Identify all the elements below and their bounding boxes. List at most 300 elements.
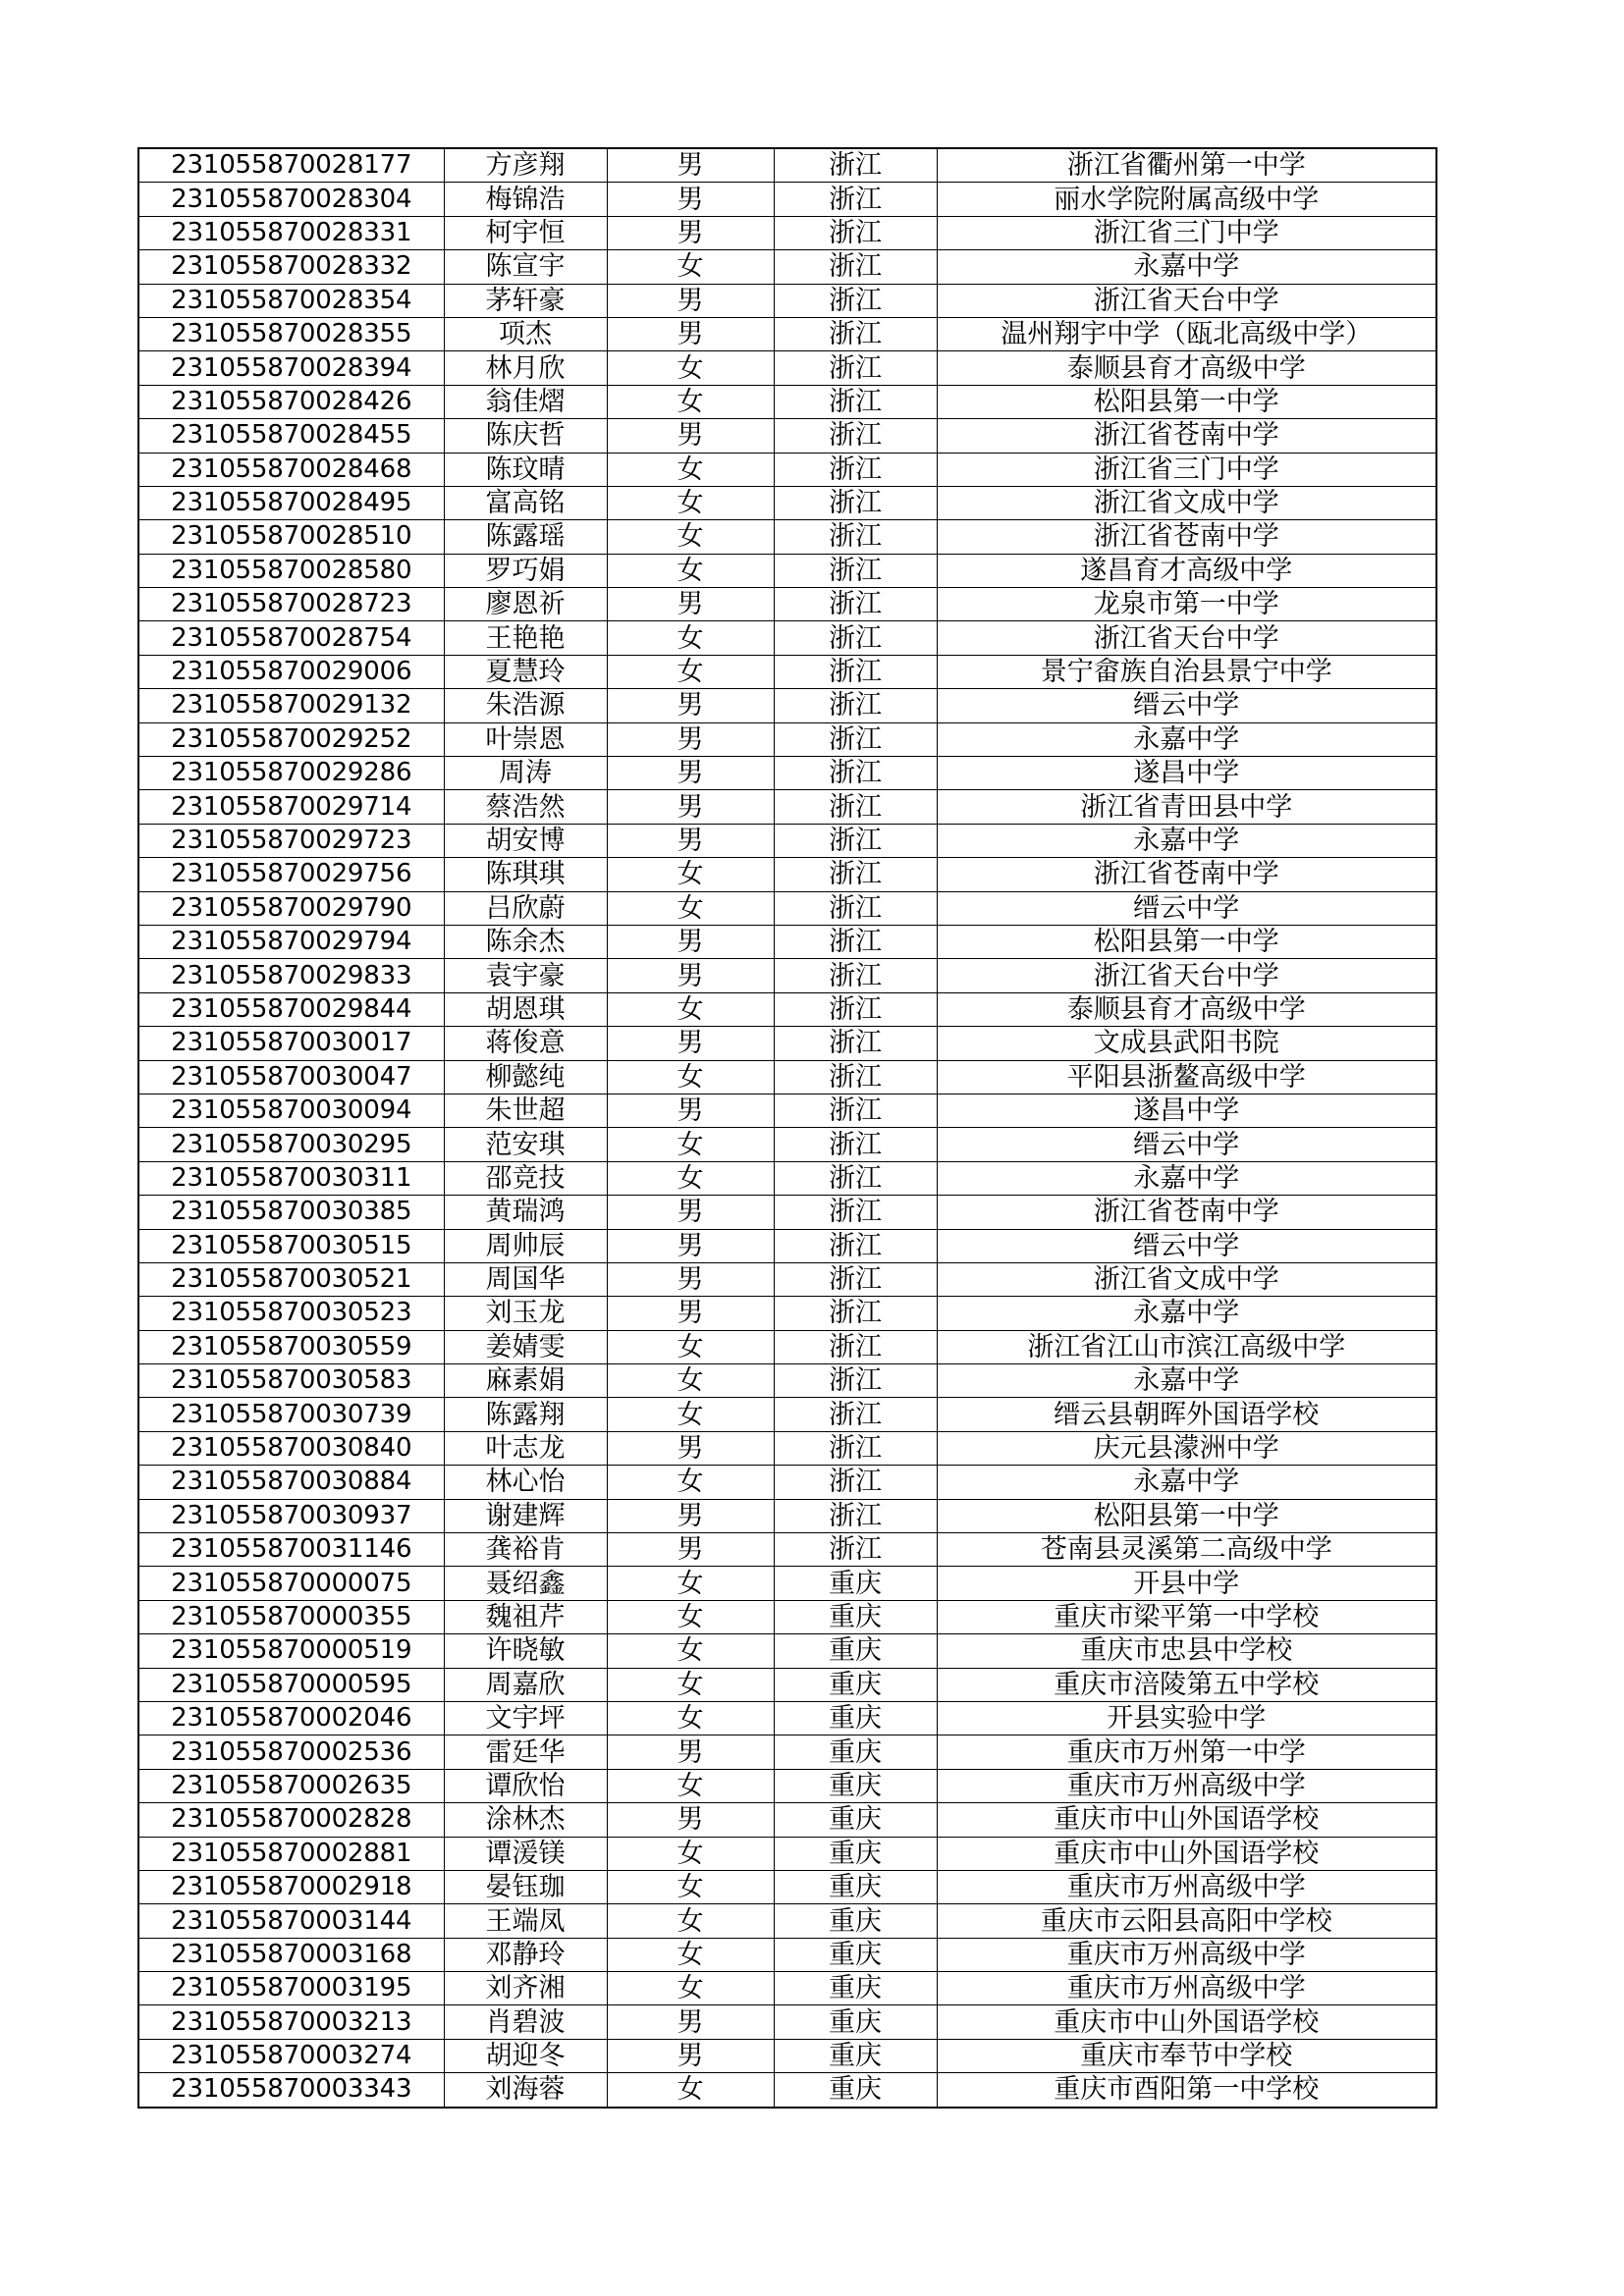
gender-cell: 女 <box>607 1938 774 1971</box>
school-cell: 景宁畲族自治县景宁中学 <box>937 655 1436 688</box>
province-cell: 浙江 <box>774 1431 937 1465</box>
table-row <box>138 1466 1436 1499</box>
school-cell: 浙江省苍南中学 <box>937 1196 1436 1229</box>
school-cell: 遂昌中学 <box>937 757 1436 790</box>
candidate-id-cell: 231055870030047 <box>138 1060 444 1094</box>
student-name-cell: 晏钰珈 <box>444 1870 607 1903</box>
candidate-id-cell: 231055870028580 <box>138 554 444 587</box>
student-name-cell: 范安琪 <box>444 1128 607 1161</box>
gender-cell: 男 <box>607 1229 774 1262</box>
school-cell: 浙江省三门中学 <box>937 453 1436 486</box>
candidate-id-cell: 231055870028394 <box>138 351 444 385</box>
table-row <box>138 757 1436 790</box>
province-cell: 重庆 <box>774 1837 937 1870</box>
gender-cell: 女 <box>607 1060 774 1094</box>
student-name-cell: 陈余杰 <box>444 925 607 958</box>
gender-cell: 女 <box>607 520 774 554</box>
gender-cell: 男 <box>607 284 774 317</box>
province-cell: 浙江 <box>774 1196 937 1229</box>
province-cell: 浙江 <box>774 1229 937 1262</box>
school-cell: 遂昌中学 <box>937 1094 1436 1127</box>
table-row <box>138 1735 1436 1769</box>
province-cell: 浙江 <box>774 790 937 824</box>
candidate-id-cell: 231055870003274 <box>138 2039 444 2072</box>
school-cell: 重庆市酉阳第一中学校 <box>937 2073 1436 2108</box>
gender-cell: 男 <box>607 588 774 621</box>
school-cell: 浙江省三门中学 <box>937 216 1436 249</box>
table-row <box>138 588 1436 621</box>
gender-cell: 女 <box>607 1398 774 1431</box>
gender-cell: 男 <box>607 1533 774 1567</box>
table-row <box>138 925 1436 958</box>
school-cell: 缙云中学 <box>937 689 1436 722</box>
student-name-cell: 刘玉龙 <box>444 1297 607 1330</box>
student-name-cell: 陈宣宇 <box>444 250 607 284</box>
gender-cell: 男 <box>607 1196 774 1229</box>
table-row <box>138 453 1436 486</box>
province-cell: 浙江 <box>774 250 937 284</box>
school-cell: 松阳县第一中学 <box>937 925 1436 958</box>
school-cell: 重庆市梁平第一中学校 <box>937 1600 1436 1633</box>
school-cell: 温州翔宇中学（瓯北高级中学） <box>937 317 1436 350</box>
table-row <box>138 722 1436 756</box>
school-cell: 重庆市中山外国语学校 <box>937 1803 1436 1837</box>
table-row <box>138 1870 1436 1903</box>
province-cell: 浙江 <box>774 520 937 554</box>
gender-cell: 女 <box>607 1972 774 2005</box>
gender-cell: 男 <box>607 419 774 453</box>
student-name-cell: 陈露瑶 <box>444 520 607 554</box>
school-cell: 开县实验中学 <box>937 1701 1436 1735</box>
candidate-id-cell: 231055870029833 <box>138 959 444 992</box>
province-cell: 浙江 <box>774 824 937 857</box>
table-row <box>138 2039 1436 2072</box>
table-row <box>138 824 1436 857</box>
candidate-id-cell: 231055870030515 <box>138 1229 444 1262</box>
student-name-cell: 邵竞技 <box>444 1161 607 1195</box>
province-cell: 浙江 <box>774 722 937 756</box>
gender-cell: 男 <box>607 757 774 790</box>
school-cell: 遂昌育才高级中学 <box>937 554 1436 587</box>
student-name-cell: 周嘉欣 <box>444 1668 607 1701</box>
student-name-cell: 周帅辰 <box>444 1229 607 1262</box>
province-cell: 浙江 <box>774 453 937 486</box>
student-name-cell: 刘齐湘 <box>444 1972 607 2005</box>
candidate-id-cell: 231055870029794 <box>138 925 444 958</box>
student-name-cell: 项杰 <box>444 317 607 350</box>
candidate-id-cell: 231055870003343 <box>138 2073 444 2108</box>
roster-body <box>138 148 1436 2108</box>
province-cell: 浙江 <box>774 148 937 183</box>
gender-cell: 男 <box>607 216 774 249</box>
school-cell: 浙江省天台中学 <box>937 959 1436 992</box>
gender-cell: 女 <box>607 1634 774 1668</box>
table-row <box>138 858 1436 891</box>
table-row <box>138 1431 1436 1465</box>
province-cell: 重庆 <box>774 1803 937 1837</box>
table-row <box>138 1803 1436 1837</box>
student-name-cell: 梅锦浩 <box>444 183 607 216</box>
province-cell: 浙江 <box>774 588 937 621</box>
student-name-cell: 陈玟晴 <box>444 453 607 486</box>
student-name-cell: 雷廷华 <box>444 1735 607 1769</box>
gender-cell: 女 <box>607 385 774 418</box>
candidate-id-cell: 231055870030523 <box>138 1297 444 1330</box>
student-name-cell: 朱浩源 <box>444 689 607 722</box>
table-row <box>138 1398 1436 1431</box>
candidate-id-cell: 231055870028177 <box>138 148 444 183</box>
province-cell: 浙江 <box>774 317 937 350</box>
school-cell: 重庆市涪陵第五中学校 <box>937 1668 1436 1701</box>
province-cell: 浙江 <box>774 689 937 722</box>
gender-cell: 女 <box>607 1668 774 1701</box>
student-name-cell: 胡安博 <box>444 824 607 857</box>
student-name-cell: 叶崇恩 <box>444 722 607 756</box>
candidate-id-cell: 231055870003195 <box>138 1972 444 2005</box>
gender-cell: 男 <box>607 1262 774 1296</box>
school-cell: 泰顺县育才高级中学 <box>937 992 1436 1026</box>
school-cell: 浙江省衢州第一中学 <box>937 148 1436 183</box>
candidate-id-cell: 231055870029844 <box>138 992 444 1026</box>
student-name-cell: 胡迎冬 <box>444 2039 607 2072</box>
province-cell: 重庆 <box>774 1668 937 1701</box>
candidate-id-cell: 231055870002046 <box>138 1701 444 1735</box>
candidate-id-cell: 231055870029723 <box>138 824 444 857</box>
school-cell: 重庆市奉节中学校 <box>937 2039 1436 2072</box>
province-cell: 浙江 <box>774 1330 937 1363</box>
gender-cell: 男 <box>607 1803 774 1837</box>
province-cell: 浙江 <box>774 351 937 385</box>
candidate-id-cell: 231055870030521 <box>138 1262 444 1296</box>
gender-cell: 男 <box>607 2039 774 2072</box>
table-row <box>138 1330 1436 1363</box>
table-row <box>138 148 1436 183</box>
gender-cell: 男 <box>607 1735 774 1769</box>
candidate-id-cell: 231055870030840 <box>138 1431 444 1465</box>
gender-cell: 女 <box>607 2073 774 2108</box>
candidate-id-cell: 231055870029714 <box>138 790 444 824</box>
student-name-cell: 许晓敏 <box>444 1634 607 1668</box>
school-cell: 开县中学 <box>937 1567 1436 1600</box>
candidate-id-cell: 231055870003168 <box>138 1938 444 1971</box>
gender-cell: 男 <box>607 1499 774 1532</box>
school-cell: 泰顺县育才高级中学 <box>937 351 1436 385</box>
table-row <box>138 1634 1436 1668</box>
student-name-cell: 麻素娟 <box>444 1364 607 1398</box>
table-row <box>138 1364 1436 1398</box>
school-cell: 浙江省青田县中学 <box>937 790 1436 824</box>
school-cell: 浙江省天台中学 <box>937 621 1436 655</box>
school-cell: 永嘉中学 <box>937 824 1436 857</box>
table-row <box>138 891 1436 925</box>
school-cell: 苍南县灵溪第二高级中学 <box>937 1533 1436 1567</box>
table-row <box>138 1533 1436 1567</box>
table-row <box>138 216 1436 249</box>
province-cell: 重庆 <box>774 1938 937 1971</box>
table-row <box>138 1904 1436 1938</box>
candidate-id-cell: 231055870028331 <box>138 216 444 249</box>
province-cell: 重庆 <box>774 1735 937 1769</box>
school-cell: 浙江省天台中学 <box>937 284 1436 317</box>
school-cell: 浙江省文成中学 <box>937 1262 1436 1296</box>
province-cell: 重庆 <box>774 2005 937 2039</box>
province-cell: 浙江 <box>774 216 937 249</box>
table-row <box>138 520 1436 554</box>
table-row <box>138 1262 1436 1296</box>
candidate-id-cell: 231055870000519 <box>138 1634 444 1668</box>
candidate-id-cell: 231055870028495 <box>138 486 444 519</box>
province-cell: 浙江 <box>774 1060 937 1094</box>
gender-cell: 男 <box>607 1297 774 1330</box>
candidate-id-cell: 231055870031146 <box>138 1533 444 1567</box>
gender-cell: 男 <box>607 722 774 756</box>
table-row <box>138 1297 1436 1330</box>
province-cell: 浙江 <box>774 925 937 958</box>
province-cell: 浙江 <box>774 183 937 216</box>
candidate-id-cell: 231055870029286 <box>138 757 444 790</box>
table-row <box>138 1229 1436 1262</box>
candidate-id-cell: 231055870002918 <box>138 1870 444 1903</box>
candidate-id-cell: 231055870028754 <box>138 621 444 655</box>
table-row <box>138 992 1436 1026</box>
province-cell: 浙江 <box>774 891 937 925</box>
table-row <box>138 959 1436 992</box>
province-cell: 浙江 <box>774 621 937 655</box>
student-name-cell: 周国华 <box>444 1262 607 1296</box>
table-row <box>138 1161 1436 1195</box>
gender-cell: 女 <box>607 858 774 891</box>
candidate-id-cell: 231055870028723 <box>138 588 444 621</box>
student-name-cell: 肖碧波 <box>444 2005 607 2039</box>
candidate-id-cell: 231055870030311 <box>138 1161 444 1195</box>
province-cell: 浙江 <box>774 1398 937 1431</box>
province-cell: 浙江 <box>774 1027 937 1060</box>
gender-cell: 女 <box>607 1330 774 1363</box>
gender-cell: 女 <box>607 1600 774 1633</box>
student-name-cell: 茅轩豪 <box>444 284 607 317</box>
school-cell: 松阳县第一中学 <box>937 385 1436 418</box>
school-cell: 浙江省江山市滨江高级中学 <box>937 1330 1436 1363</box>
school-cell: 永嘉中学 <box>937 250 1436 284</box>
table-row <box>138 1972 1436 2005</box>
school-cell: 文成县武阳书院 <box>937 1027 1436 1060</box>
table-row <box>138 1094 1436 1127</box>
gender-cell: 男 <box>607 925 774 958</box>
province-cell: 浙江 <box>774 284 937 317</box>
school-cell: 浙江省文成中学 <box>937 486 1436 519</box>
school-cell: 重庆市中山外国语学校 <box>937 1837 1436 1870</box>
province-cell: 浙江 <box>774 959 937 992</box>
table-row <box>138 351 1436 385</box>
candidate-id-cell: 231055870000595 <box>138 1668 444 1701</box>
table-row <box>138 284 1436 317</box>
province-cell: 重庆 <box>774 2073 937 2108</box>
candidate-id-cell: 231055870028355 <box>138 317 444 350</box>
student-name-cell: 夏慧玲 <box>444 655 607 688</box>
candidate-id-cell: 231055870002828 <box>138 1803 444 1837</box>
table-row <box>138 1060 1436 1094</box>
gender-cell: 男 <box>607 183 774 216</box>
table-row <box>138 317 1436 350</box>
student-name-cell: 柯宇恒 <box>444 216 607 249</box>
gender-cell: 女 <box>607 351 774 385</box>
candidate-id-cell: 231055870002635 <box>138 1769 444 1802</box>
table-row <box>138 419 1436 453</box>
table-row <box>138 1701 1436 1735</box>
school-cell: 永嘉中学 <box>937 722 1436 756</box>
gender-cell: 女 <box>607 1769 774 1802</box>
student-name-cell: 柳懿纯 <box>444 1060 607 1094</box>
gender-cell: 女 <box>607 1870 774 1903</box>
gender-cell: 女 <box>607 655 774 688</box>
table-row <box>138 1837 1436 1870</box>
school-cell: 永嘉中学 <box>937 1161 1436 1195</box>
school-cell: 缙云县朝晖外国语学校 <box>937 1398 1436 1431</box>
student-name-cell: 聂绍鑫 <box>444 1567 607 1600</box>
school-cell: 龙泉市第一中学 <box>937 588 1436 621</box>
candidate-id-cell: 231055870003213 <box>138 2005 444 2039</box>
table-row <box>138 1499 1436 1532</box>
student-name-cell: 林月欣 <box>444 351 607 385</box>
province-cell: 浙江 <box>774 1466 937 1499</box>
student-name-cell: 龚裕肯 <box>444 1533 607 1567</box>
candidate-id-cell: 231055870029006 <box>138 655 444 688</box>
table-row <box>138 655 1436 688</box>
student-name-cell: 王端凤 <box>444 1904 607 1938</box>
student-name-cell: 廖恩祈 <box>444 588 607 621</box>
student-name-cell: 邓静玲 <box>444 1938 607 1971</box>
candidate-id-cell: 231055870030884 <box>138 1466 444 1499</box>
province-cell: 浙江 <box>774 385 937 418</box>
candidate-id-cell: 231055870030937 <box>138 1499 444 1532</box>
school-cell: 重庆市万州高级中学 <box>937 1870 1436 1903</box>
candidate-id-cell: 231055870028468 <box>138 453 444 486</box>
candidate-id-cell: 231055870030559 <box>138 1330 444 1363</box>
province-cell: 重庆 <box>774 1600 937 1633</box>
school-cell: 重庆市云阳县高阳中学校 <box>937 1904 1436 1938</box>
student-name-cell: 王艳艳 <box>444 621 607 655</box>
candidate-id-cell: 231055870000075 <box>138 1567 444 1600</box>
school-cell: 浙江省苍南中学 <box>937 858 1436 891</box>
gender-cell: 女 <box>607 1837 774 1870</box>
school-cell: 永嘉中学 <box>937 1466 1436 1499</box>
gender-cell: 女 <box>607 621 774 655</box>
gender-cell: 女 <box>607 1701 774 1735</box>
gender-cell: 男 <box>607 1094 774 1127</box>
candidate-id-cell: 231055870028354 <box>138 284 444 317</box>
school-cell: 永嘉中学 <box>937 1297 1436 1330</box>
gender-cell: 女 <box>607 1466 774 1499</box>
gender-cell: 男 <box>607 148 774 183</box>
candidate-id-cell: 231055870002881 <box>138 1837 444 1870</box>
table-row <box>138 621 1436 655</box>
table-row <box>138 2073 1436 2108</box>
table-row <box>138 250 1436 284</box>
student-name-cell: 胡恩琪 <box>444 992 607 1026</box>
table-row <box>138 1668 1436 1701</box>
candidate-id-cell: 231055870030094 <box>138 1094 444 1127</box>
school-cell: 平阳县浙鳌高级中学 <box>937 1060 1436 1094</box>
province-cell: 重庆 <box>774 1972 937 2005</box>
province-cell: 浙江 <box>774 419 937 453</box>
province-cell: 浙江 <box>774 858 937 891</box>
candidate-id-cell: 231055870028510 <box>138 520 444 554</box>
province-cell: 重庆 <box>774 1701 937 1735</box>
student-name-cell: 方彦翔 <box>444 148 607 183</box>
student-name-cell: 罗巧娟 <box>444 554 607 587</box>
candidate-id-cell: 231055870028426 <box>138 385 444 418</box>
student-name-cell: 袁宇豪 <box>444 959 607 992</box>
school-cell: 重庆市中山外国语学校 <box>937 2005 1436 2039</box>
candidate-id-cell: 231055870030739 <box>138 1398 444 1431</box>
gender-cell: 女 <box>607 1567 774 1600</box>
gender-cell: 男 <box>607 790 774 824</box>
province-cell: 浙江 <box>774 1297 937 1330</box>
student-name-cell: 魏祖芹 <box>444 1600 607 1633</box>
table-row <box>138 790 1436 824</box>
province-cell: 浙江 <box>774 1262 937 1296</box>
gender-cell: 男 <box>607 824 774 857</box>
table-row <box>138 1769 1436 1802</box>
school-cell: 重庆市万州高级中学 <box>937 1938 1436 1971</box>
student-roster-table <box>137 147 1437 2109</box>
student-name-cell: 黄瑞鸿 <box>444 1196 607 1229</box>
gender-cell: 女 <box>607 250 774 284</box>
gender-cell: 男 <box>607 689 774 722</box>
candidate-id-cell: 231055870030583 <box>138 1364 444 1398</box>
gender-cell: 女 <box>607 891 774 925</box>
table-row <box>138 2005 1436 2039</box>
gender-cell: 女 <box>607 1364 774 1398</box>
candidate-id-cell: 231055870028455 <box>138 419 444 453</box>
candidate-id-cell: 231055870028304 <box>138 183 444 216</box>
candidate-id-cell: 231055870000355 <box>138 1600 444 1633</box>
school-cell: 浙江省苍南中学 <box>937 520 1436 554</box>
gender-cell: 女 <box>607 992 774 1026</box>
school-cell: 缙云中学 <box>937 1128 1436 1161</box>
school-cell: 重庆市万州高级中学 <box>937 1769 1436 1802</box>
table-row <box>138 183 1436 216</box>
province-cell: 重庆 <box>774 1904 937 1938</box>
student-name-cell: 陈庆哲 <box>444 419 607 453</box>
school-cell: 重庆市万州第一中学 <box>937 1735 1436 1769</box>
table-row <box>138 1567 1436 1600</box>
student-name-cell: 朱世超 <box>444 1094 607 1127</box>
province-cell: 浙江 <box>774 992 937 1026</box>
student-name-cell: 林心怡 <box>444 1466 607 1499</box>
table-row <box>138 1196 1436 1229</box>
student-name-cell: 叶志龙 <box>444 1431 607 1465</box>
student-name-cell: 谭欣怡 <box>444 1769 607 1802</box>
school-cell: 缙云中学 <box>937 1229 1436 1262</box>
student-name-cell: 姜婧雯 <box>444 1330 607 1363</box>
province-cell: 重庆 <box>774 2039 937 2072</box>
candidate-id-cell: 231055870029790 <box>138 891 444 925</box>
province-cell: 重庆 <box>774 1567 937 1600</box>
student-name-cell: 周涛 <box>444 757 607 790</box>
province-cell: 重庆 <box>774 1634 937 1668</box>
gender-cell: 女 <box>607 1161 774 1195</box>
student-name-cell: 翁佳熠 <box>444 385 607 418</box>
school-cell: 缙云中学 <box>937 891 1436 925</box>
table-row <box>138 385 1436 418</box>
candidate-id-cell: 231055870030295 <box>138 1128 444 1161</box>
province-cell: 浙江 <box>774 1161 937 1195</box>
student-name-cell: 刘海蓉 <box>444 2073 607 2108</box>
table-row <box>138 554 1436 587</box>
gender-cell: 男 <box>607 317 774 350</box>
student-name-cell: 富高铭 <box>444 486 607 519</box>
